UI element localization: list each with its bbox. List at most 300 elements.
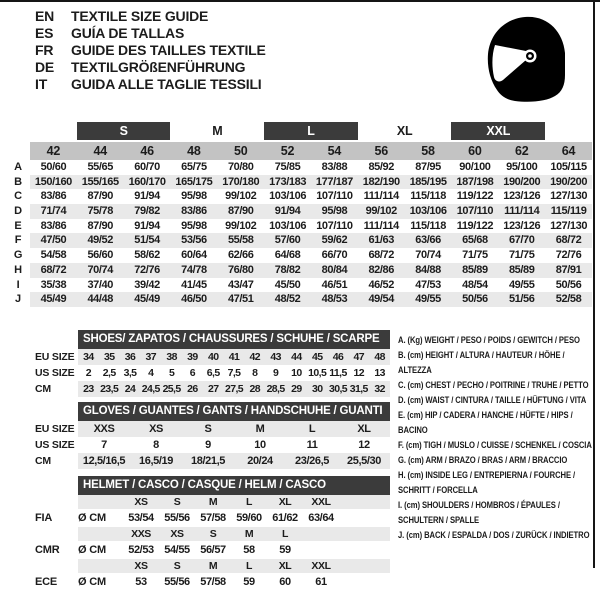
language-code: IT [35, 76, 48, 92]
size-value: 70/74 [77, 263, 124, 278]
shoes-table-row [35, 349, 390, 365]
language-code: FR [35, 42, 54, 58]
size-value: 6,5 [206, 367, 220, 379]
size-value: 41/45 [181, 278, 207, 291]
standard-label: ECE [35, 576, 58, 588]
size-value: 34 [78, 349, 99, 365]
size-value: 50/56 [555, 278, 582, 291]
size-value: 32 [369, 381, 390, 397]
size-value: 6 [189, 367, 196, 379]
size-value: 48/54 [462, 278, 488, 291]
textile-table-rows [6, 160, 592, 307]
numeric-size: 48 [187, 144, 201, 158]
legend-entry: D. (cm) WAIST / CINTURA / TAILLE / HÜFTUNG / VITA [398, 395, 587, 405]
racing-helmet-icon [440, 0, 600, 120]
size-value: 71/74 [30, 204, 77, 219]
row-filler [339, 559, 390, 573]
size-value: 105/115 [550, 161, 587, 173]
helmet-table-row [35, 573, 390, 591]
size-value: 43/47 [227, 278, 254, 291]
shoes-size-table [35, 330, 390, 397]
size-value: 10 [291, 367, 302, 379]
size-value: 49/54 [358, 292, 405, 307]
size-value: 58 [243, 544, 255, 556]
size-value: 65/75 [181, 161, 207, 173]
size-value: 40 [203, 349, 224, 365]
size-value: 24 [120, 381, 141, 397]
size-value: 54/55 [164, 544, 190, 556]
size-value: 107/110 [316, 219, 353, 232]
size-value: 79/82 [124, 204, 171, 219]
size-value: 91/94 [134, 190, 160, 203]
size-value: 95/100 [506, 161, 538, 173]
row-label: EU SIZE [35, 423, 75, 435]
size-value: 84/88 [405, 263, 452, 278]
size-value: 11,5 [329, 367, 347, 379]
size-value: 25,5 [162, 383, 181, 395]
language-code: ES [35, 25, 54, 41]
gloves-table-row [35, 421, 390, 437]
size-value: XS [130, 421, 182, 437]
size-value: 185/195 [405, 175, 452, 190]
size-value: 103/106 [405, 204, 452, 219]
size-value: 63/66 [405, 233, 452, 248]
size-value: 68/72 [545, 233, 592, 248]
size-value: 72/76 [124, 263, 171, 278]
numeric-size: 62 [514, 144, 529, 158]
measurement-legend [398, 333, 595, 543]
size-value: 37 [140, 349, 161, 365]
shoes-table-row [35, 381, 390, 397]
size-value: 55/56 [164, 512, 190, 524]
size-value: 38 [161, 349, 182, 365]
size-value: 123/126 [503, 190, 541, 203]
size-value: 45/50 [274, 278, 301, 291]
size-band-xl: XL [396, 124, 413, 138]
row-label: US SIZE [35, 367, 75, 379]
gloves-table-title: GLOVES / GUANTES / GANTS / HANDSCHUHE / GUANTI [78, 402, 390, 421]
size-value: 5 [168, 367, 175, 379]
size-value: 31,5 [349, 383, 368, 395]
size-value: 23/26,5 [286, 453, 338, 469]
size-value: 39/42 [134, 278, 160, 291]
size-value: 91/94 [264, 204, 311, 219]
size-value: 45/49 [30, 292, 77, 307]
size-value: 62/66 [227, 249, 254, 262]
size-value: 83/86 [40, 219, 67, 232]
language-title [35, 25, 266, 42]
size-value: 64/68 [274, 249, 301, 262]
size-value: 90/100 [459, 161, 491, 173]
size-value: 9 [205, 439, 211, 451]
language-label: GUÍA DE TALLAS [71, 25, 185, 41]
language-title [35, 8, 266, 25]
size-value: 39 [182, 349, 203, 365]
size-value: 107/110 [316, 190, 353, 203]
row-filler [339, 509, 390, 527]
size-value: 51/54 [124, 233, 171, 248]
row-filler [339, 527, 390, 541]
size-value: 27,5 [224, 383, 244, 395]
size-value: 57/60 [264, 233, 311, 248]
size-value: 10 [254, 439, 266, 451]
size-value: 61/62 [272, 512, 298, 524]
size-value: 7,5 [227, 367, 241, 379]
size-band-xxl: XXL [451, 122, 545, 140]
size-value: 182/190 [358, 175, 405, 190]
textile-size-table [6, 122, 592, 307]
size-value: 72/76 [555, 249, 582, 262]
size-value: 85/89 [498, 263, 545, 278]
size-value: 99/102 [225, 190, 257, 203]
helmet-table-row [35, 509, 390, 527]
size-value: 43 [265, 349, 286, 365]
size-value: 56/60 [87, 249, 113, 262]
measurement-letter: H [14, 263, 22, 276]
size-value: XS [123, 495, 159, 509]
size-value: 49/55 [508, 278, 535, 291]
size-value: 8 [153, 439, 159, 451]
gloves-table-rows [35, 421, 390, 469]
textile-table-row [6, 233, 592, 248]
size-value: 70/80 [227, 161, 254, 173]
size-value [303, 527, 339, 541]
size-value: 23 [78, 381, 99, 397]
size-value: 7 [101, 439, 107, 451]
size-band-row [30, 122, 592, 140]
size-value: 170/180 [217, 175, 264, 190]
size-value: 51/56 [498, 292, 545, 307]
size-value: 2 [85, 367, 92, 379]
size-value: 9 [272, 367, 279, 379]
size-value: 65/68 [451, 233, 498, 248]
size-value: 87/91 [545, 263, 592, 278]
textile-table-row [6, 248, 592, 263]
size-value: 57/58 [200, 512, 226, 524]
textile-table-row [6, 219, 592, 234]
size-value: 150/160 [30, 175, 77, 190]
size-value: 60/70 [134, 161, 160, 173]
size-value: 111/114 [363, 219, 399, 232]
legend-entry: A. (Kg) WEIGHT / PESO / POIDS / GEWITCH / PESO [398, 335, 580, 345]
size-value: 48 [369, 349, 390, 365]
size-value: 111/114 [363, 190, 399, 203]
size-value: 12 [358, 439, 370, 451]
size-value: 10,5 [308, 367, 327, 379]
size-value: L [267, 527, 303, 541]
size-value: 20/24 [234, 453, 286, 469]
textile-table-row [6, 263, 592, 278]
measurement-letter: E [14, 219, 22, 232]
size-value: 87/90 [87, 190, 113, 203]
helmet-size-table [35, 476, 390, 591]
size-value: 52/53 [128, 544, 154, 556]
size-value: 95/98 [181, 190, 207, 203]
helmet-table-row [35, 559, 390, 573]
size-value: 70/74 [415, 249, 441, 262]
size-value: 107/110 [451, 204, 498, 219]
size-value: 60 [279, 576, 291, 588]
helmet-table-rows [35, 495, 390, 591]
size-value: 99/102 [225, 219, 257, 232]
textile-table-row [6, 204, 592, 219]
size-value: 103/106 [269, 219, 307, 232]
numeric-size: 58 [421, 144, 435, 158]
size-value: 59 [279, 544, 291, 556]
size-value: 83/88 [321, 161, 348, 173]
size-value: 44/48 [77, 292, 124, 307]
row-label: CM [35, 383, 51, 395]
row-label: US SIZE [35, 439, 75, 451]
size-value: 53/54 [128, 512, 154, 524]
size-value: 61/63 [358, 233, 405, 248]
legend-entry: J. (cm) BACK / ESPALDA / DOS / ZURÜCK / INDIETRO [398, 530, 590, 540]
size-value: 36 [120, 349, 141, 365]
size-value: 115/119 [545, 204, 592, 219]
size-value: 16,5/19 [130, 453, 182, 469]
size-value: 60/64 [181, 249, 207, 262]
size-value: 71/75 [508, 249, 535, 262]
size-value: 37/40 [87, 278, 113, 291]
size-value: 85/92 [368, 161, 394, 173]
size-value: 27 [203, 381, 224, 397]
size-value: 47 [348, 349, 369, 365]
numeric-size: 54 [327, 144, 342, 158]
row-filler [339, 573, 390, 591]
size-value: XS [159, 527, 195, 541]
helmet-table-title: HELMET / CASCO / CASQUE / HELM / CASCO [78, 476, 390, 495]
size-value: S [182, 421, 234, 437]
size-value: 47/51 [217, 292, 264, 307]
size-value: 52/58 [545, 292, 592, 307]
unit-label: Ø CM [78, 512, 106, 524]
size-value: 173/183 [264, 175, 311, 190]
legend-entry: F. (cm) TIGH / MUSLO / CUISSE / SCHENKEL / COSCIA [398, 440, 592, 450]
size-value: 119/122 [456, 190, 494, 203]
language-code: DE [35, 59, 55, 75]
size-value: L [231, 495, 267, 509]
legend-entry: H. (cm) INSIDE LEG / ENTREPIERNA / FOURCHE / SCHRITT / FORCELLA [398, 470, 576, 495]
size-value: 50/60 [40, 161, 67, 173]
size-value: 55/58 [217, 233, 264, 248]
size-value: 76/80 [217, 263, 264, 278]
racing-helmet-svg [440, 0, 600, 120]
size-value: 190/200 [545, 175, 592, 190]
size-value: M [231, 527, 267, 541]
size-value: 119/122 [456, 219, 494, 232]
size-value: 55/56 [164, 576, 190, 588]
size-value: 177/187 [311, 175, 358, 190]
size-value: 2,5 [102, 367, 116, 379]
size-value: 48/53 [311, 292, 358, 307]
row-filler [339, 541, 390, 559]
size-value: 18/21,5 [182, 453, 234, 469]
measurement-letter: G [13, 249, 23, 262]
size-value: XXS [78, 421, 130, 437]
size-value: 3,5 [123, 367, 137, 379]
gloves-table-row [35, 437, 390, 453]
standard-label [35, 495, 78, 509]
numeric-size: 50 [233, 144, 248, 158]
shoes-table-row [35, 365, 390, 381]
size-value: 66/70 [321, 249, 348, 262]
size-value: 49/52 [77, 233, 124, 248]
size-value: 71/75 [462, 249, 488, 262]
size-value: 127/130 [550, 219, 588, 232]
legend-entry: B. (cm) HEIGHT / ALTURA / HAUTEUR / HÖHE / ALTEZZA [398, 350, 565, 375]
size-value: 91/94 [134, 219, 160, 232]
size-value: 68/72 [30, 263, 77, 278]
size-value: 29 [286, 381, 307, 397]
size-value: 59/60 [236, 512, 262, 524]
size-value: 30 [307, 381, 328, 397]
legend-entry: C. (cm) CHEST / PECHO / POITRINE / TRUHE / PETTO [398, 380, 589, 390]
size-value: S [159, 559, 195, 573]
size-value: 57/58 [200, 576, 226, 588]
standard-label: FIA [35, 512, 53, 524]
size-value: 28,5 [266, 383, 285, 395]
size-value: 45/49 [124, 292, 171, 307]
size-value: 13 [374, 367, 385, 379]
size-value: 46/50 [170, 292, 217, 307]
size-value: 68/72 [368, 249, 394, 262]
row-label: EU SIZE [35, 351, 75, 363]
size-value [303, 541, 339, 559]
section-gap [35, 469, 390, 476]
size-value: 4 [148, 367, 154, 379]
size-value: 87/90 [87, 219, 113, 232]
language-title-list [35, 8, 266, 93]
size-value: 83/86 [40, 190, 67, 203]
band-spacer [545, 122, 592, 140]
size-value: 47/50 [30, 233, 77, 248]
helmet-table-row [35, 527, 390, 541]
measurement-legend-list [398, 333, 595, 543]
size-value: 75/78 [77, 204, 124, 219]
measurement-letter: F [14, 234, 22, 247]
size-value: 47/53 [415, 278, 441, 291]
size-value: 49/55 [405, 292, 452, 307]
numeric-size: 46 [140, 144, 154, 158]
measurement-letter: C [14, 190, 22, 203]
textile-table-row [6, 189, 592, 204]
size-value: XXL [303, 495, 339, 509]
language-code: EN [35, 8, 55, 24]
row-label: CM [35, 455, 51, 467]
standard-label [35, 527, 78, 541]
size-value: 115/118 [410, 219, 446, 232]
size-value: 46 [328, 349, 349, 365]
numeric-size: 44 [93, 144, 107, 158]
numeric-size: 56 [374, 144, 388, 158]
size-value: XS [123, 559, 159, 573]
size-value: L [231, 559, 267, 573]
size-value: XL [267, 495, 303, 509]
size-value: 54/58 [40, 249, 67, 262]
size-value: L [286, 421, 338, 437]
size-value: 155/165 [77, 175, 124, 190]
size-value: 80/84 [311, 263, 358, 278]
size-value: 11 [306, 439, 318, 451]
size-value: 59/62 [311, 233, 358, 248]
size-value: 95/98 [181, 219, 207, 232]
measurement-letter: D [14, 205, 22, 218]
size-value: 46/52 [368, 278, 394, 291]
gloves-size-table [35, 402, 390, 469]
numeric-size: 64 [561, 144, 576, 158]
legend-entry: E. (cm) HIP / CADERA / HANCHE / HÜFTE / HIPS / BACINO [398, 410, 573, 435]
row-filler [339, 495, 390, 509]
size-band-m: M [212, 124, 223, 138]
size-value: 35 [99, 349, 120, 365]
textile-table-row [6, 292, 592, 307]
helmet-table-row [35, 541, 390, 559]
unit-label [78, 495, 123, 509]
size-value: 30,5 [328, 383, 348, 395]
numeric-size: 60 [468, 144, 482, 158]
size-value: 61 [315, 576, 327, 588]
size-value: 50/56 [451, 292, 498, 307]
shoes-table-title: SHOES/ ZAPATOS / CHAUSSURES / SCHUHE / SCARPE [78, 330, 390, 349]
unit-label: Ø CM [78, 544, 106, 556]
size-value: XXS [123, 527, 159, 541]
size-value: 87/90 [217, 204, 264, 219]
size-value: 53/56 [170, 233, 217, 248]
size-value: 111/114 [498, 204, 545, 219]
size-value: 187/198 [451, 175, 498, 190]
size-band-s: S [77, 122, 171, 140]
size-value: 56/57 [200, 544, 226, 556]
standard-label: CMR [35, 544, 60, 556]
size-value: M [234, 421, 286, 437]
size-value: 75/85 [274, 161, 301, 173]
numeric-size-row [30, 142, 592, 160]
size-value: XL [338, 421, 390, 437]
standard-label [35, 559, 78, 573]
size-value: 87/95 [415, 161, 441, 173]
size-value: 78/82 [264, 263, 311, 278]
language-label: TEXTILGRÖßENFÜHRUNG [71, 59, 246, 75]
size-value: 95/98 [311, 204, 358, 219]
textile-table-row [6, 160, 592, 175]
size-value: 67/70 [498, 233, 545, 248]
unit-label [78, 559, 123, 573]
shoes-table-rows [35, 349, 390, 397]
size-value: 8 [252, 367, 258, 379]
size-value: 74/78 [170, 263, 217, 278]
size-value: 82/86 [358, 263, 405, 278]
size-value: 63/64 [308, 512, 334, 524]
size-value: S [195, 527, 231, 541]
helmet-table-row [35, 495, 390, 509]
language-label: GUIDE DES TAILLES TEXTILE [71, 42, 266, 58]
size-value: 45 [307, 349, 328, 365]
unit-label: Ø CM [78, 576, 106, 588]
numeric-size: 42 [46, 144, 61, 158]
numeric-size: 52 [280, 144, 295, 158]
measurement-letter: J [15, 293, 21, 306]
measurement-letter: B [14, 175, 22, 188]
size-value: 24,5 [141, 383, 160, 395]
size-value: 115/118 [410, 190, 446, 203]
size-value: 99/102 [358, 204, 405, 219]
size-value: 85/89 [451, 263, 498, 278]
size-band-l: L [264, 122, 358, 140]
size-value: XXL [303, 559, 339, 573]
size-value: 41 [224, 349, 245, 365]
size-value: 12 [353, 367, 365, 379]
language-title [35, 59, 266, 76]
